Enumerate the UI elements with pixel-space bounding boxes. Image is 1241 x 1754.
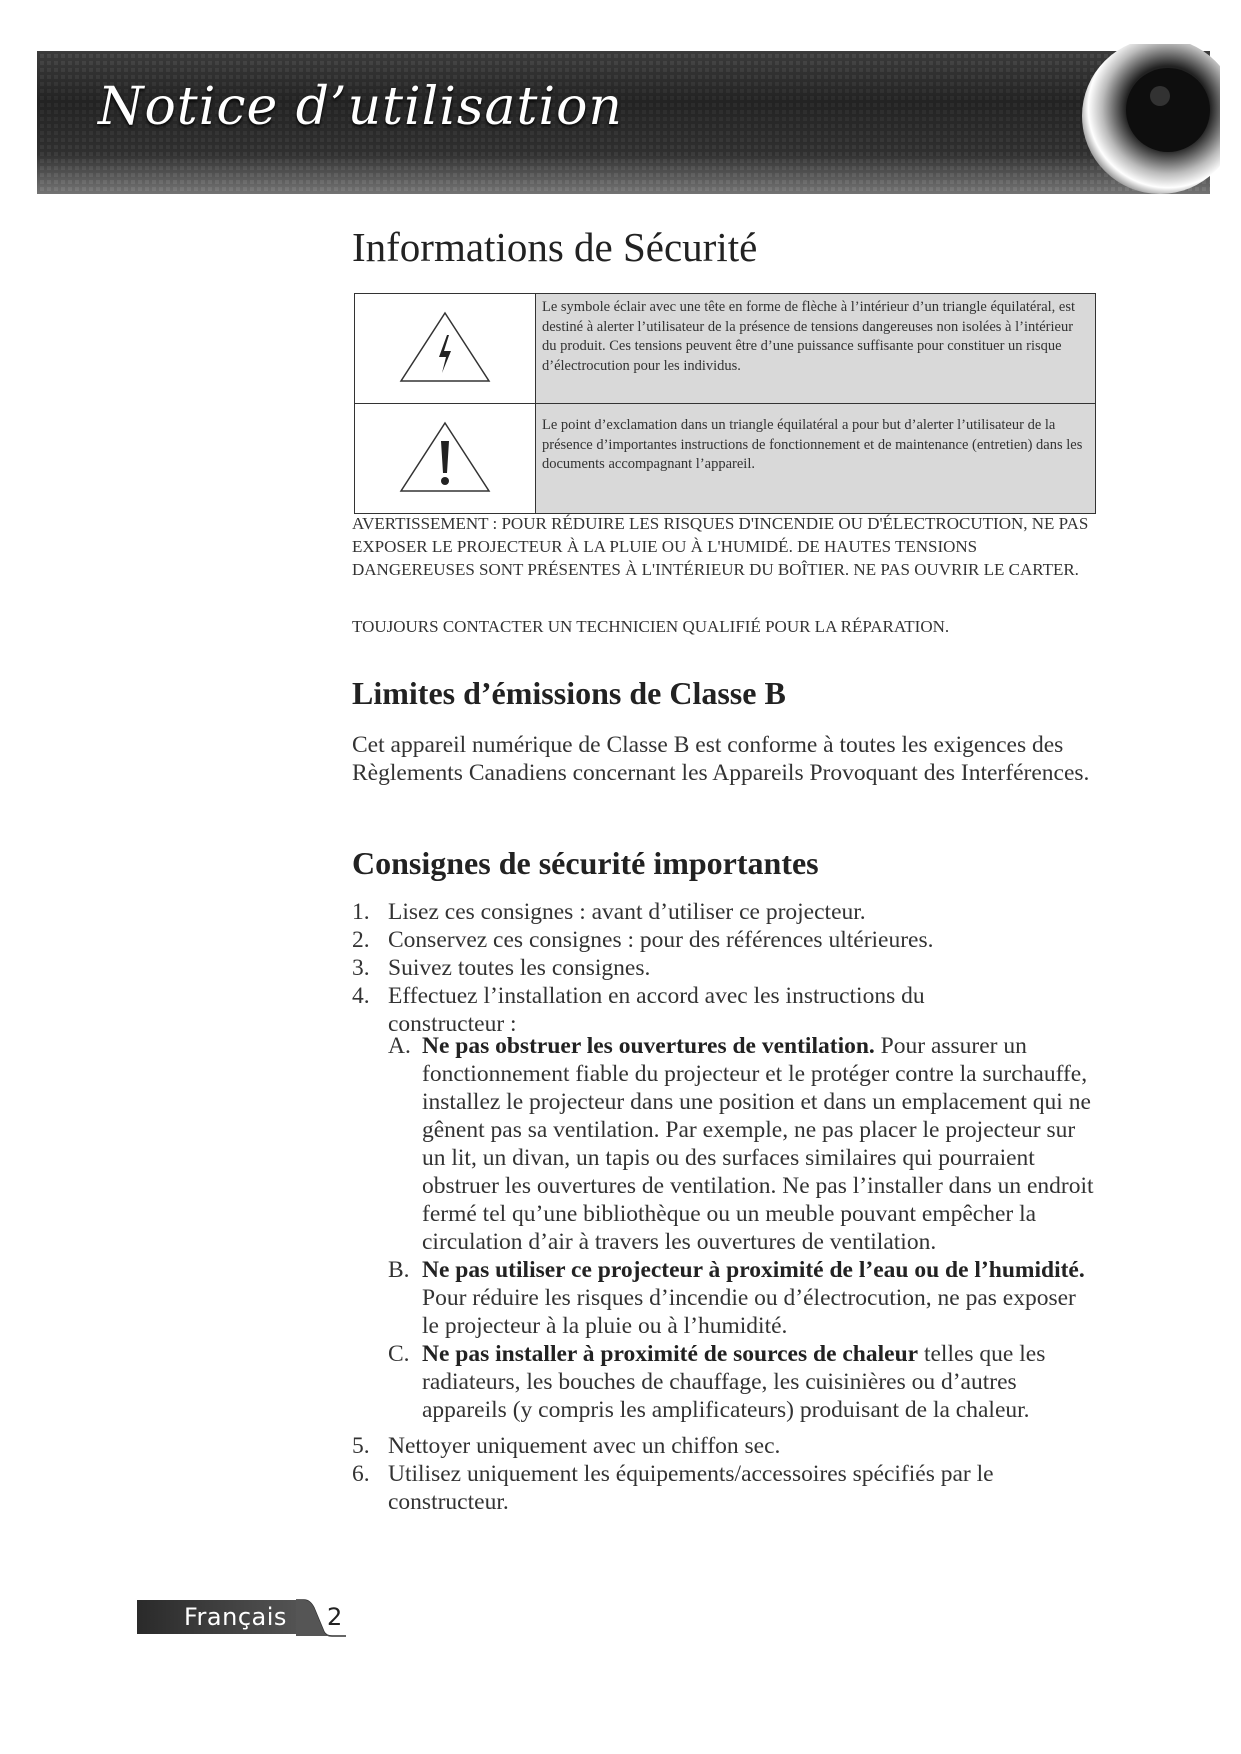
section-title: Informations de Sécurité xyxy=(352,224,758,270)
icon-cell xyxy=(355,404,536,514)
instructions-list xyxy=(352,898,1097,1516)
icon-cell xyxy=(355,294,536,404)
header-shine xyxy=(37,154,1210,194)
lightning-warning-text: Le symbole éclair avec une tête en forme de flèche à l’intérieur d’un triangle équilatéral, est destiné à alerter l’utilisateur de la présence de tensions dangereuses non isolées à l’intérieur du produit. Ces tensions peuvent être d’une puissance suffisante pour constituer un risque d’électrocution pour les individus. xyxy=(536,294,1096,404)
list-item: 5. Nettoyer uniquement avec un chiffon sec. xyxy=(352,1433,781,1459)
list-item: 1. Lisez ces consignes : avant d’utiliser ce projecteur. xyxy=(352,899,866,925)
list-item: 6. Utilisez uniquement les équipements/accessoires spécifiés par le constructeur. xyxy=(352,1461,994,1515)
page-header-title: Notice d’utilisation xyxy=(98,77,623,137)
sub-list-item: B. Ne pas utiliser ce projecteur à proximité de l’eau ou de l’humidité. Pour réduire les risques d’incendie ou d’électrocution, ne pas exposer le projecteur à la pluie ou à l’humidité. xyxy=(388,1257,1085,1339)
page-number: 2 xyxy=(327,1603,343,1631)
language-label: Français xyxy=(184,1603,287,1631)
table-row xyxy=(355,294,1096,404)
sub-list-item: A. Ne pas obstruer les ouvertures de ventilation. Pour assurer un fonctionnement fiable du projecteur et le protéger contre la surchauffe, installez le projecteur dans une position et dans un emplacement qui ne gênent pas sa ventilation. Par exemple, ne pas placer le projecteur sur un lit, un divan, un tapis ou des surfaces similaires qui pourraient obstruer les ouvertures de ventilation. Ne pas l’installer dans un endroit fermé tel qu’une bibliothèque ou un meuble pouvant empêcher la circulation d’air à travers les ouvertures de ventilation. xyxy=(388,1033,1094,1255)
list-item: 4. Effectuez l’installation en accord avec les instructions du constructeur : xyxy=(352,983,925,1037)
exclamation-warning-text: Le point d’exclamation dans un triangle équilatéral a pour but d’alerter l’utilisateur de la présence d’importantes instructions de fonctionnement et de maintenance (entretien) dans les documents accompagnant l’appareil. xyxy=(536,404,1096,514)
lightning-triangle-icon xyxy=(395,307,495,387)
sub-list-item: C. Ne pas installer à proximité de sources de chaleur telles que les radiateurs, les bouches de chauffage, les cuisinières ou d’autres appareils (y compris les amplificateurs) produisant de la chaleur. xyxy=(388,1341,1046,1423)
language-tab xyxy=(137,1600,305,1634)
class-b-title: Limites d’émissions de Classe B xyxy=(352,675,786,711)
projector-lens-icon xyxy=(1040,44,1220,204)
class-b-text: Cet appareil numérique de Classe B est conforme à toutes les exigences des Règlements Canadiens concernant les Appareils Provoquant des Interférences. xyxy=(352,732,1090,786)
electrocution-warning: AVERTISSEMENT : POUR RÉDUIRE LES RISQUES D'INCENDIE OU D'ÉLECTROCUTION, NE PAS EXPOSER LE PROJECTEUR À LA PLUIE OU À L'HUMIDÉ. DE HAUTES TENSIONS DANGEREUSES SONT PRÉSENTES À L'INTÉRIEUR DU BOÎTIER. NE PAS OUVRIR LE CARTER. xyxy=(352,514,1089,579)
technician-notice: TOUJOURS CONTACTER UN TECHNICIEN QUALIFIÉ POUR LA RÉPARATION. xyxy=(352,617,950,636)
table-row xyxy=(355,404,1096,514)
instructions-title: Consignes de sécurité importantes xyxy=(352,845,819,881)
safety-symbols-table xyxy=(354,293,1096,514)
list-item: 3. Suivez toutes les consignes. xyxy=(352,955,651,981)
list-item: 2. Conservez ces consignes : pour des références ultérieures. xyxy=(352,927,934,953)
exclamation-triangle-icon xyxy=(395,417,495,497)
